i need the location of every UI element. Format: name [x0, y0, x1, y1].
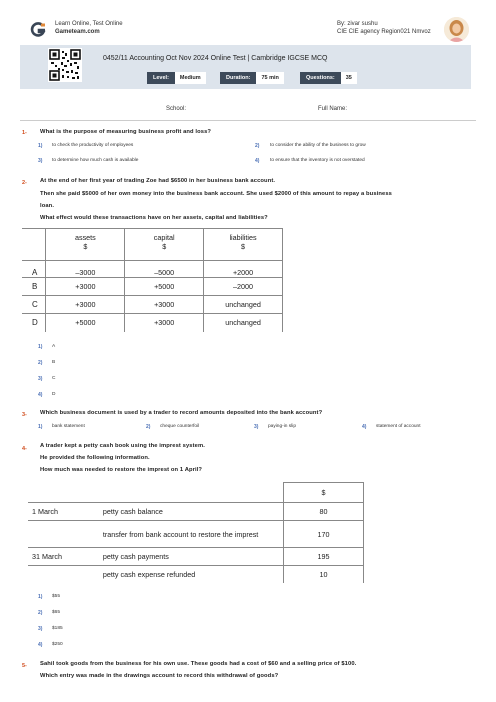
option-number[interactable]: 3) [38, 376, 43, 382]
option-number[interactable]: 1) [38, 424, 43, 430]
option-text[interactable]: cheque counterfoil [160, 424, 200, 429]
effect-table [22, 228, 283, 332]
question-number: 4- [22, 446, 27, 452]
level-value: Medium [175, 72, 206, 84]
option-text[interactable]: D [52, 392, 56, 397]
questions-label: Questions: [300, 72, 341, 84]
option-number[interactable]: 1) [38, 143, 43, 149]
question-text-line: loan. [40, 203, 55, 209]
option-text[interactable]: $185 [52, 626, 63, 631]
question-number: 2- [22, 180, 27, 186]
questions-badge [300, 72, 357, 84]
option-number[interactable]: 4) [362, 424, 367, 430]
question-number: 3- [22, 412, 27, 418]
table-row: 31 March petty cash payments 195 [28, 548, 364, 566]
option-number[interactable]: 4) [38, 392, 43, 398]
option-text[interactable]: B [52, 360, 56, 365]
question-number: 1- [22, 130, 27, 136]
option-number[interactable]: 2) [146, 424, 151, 430]
question-text-line: Sahil took goods from the business for his own use. These goods had a cost of $60 and a selling price of $100. [40, 661, 357, 667]
option-text[interactable]: C [52, 376, 56, 381]
option-number[interactable]: 2) [38, 610, 43, 616]
table-row: transfer from bank account to restore the imprest 170 [28, 521, 364, 548]
avatar [444, 17, 469, 42]
option-text[interactable]: to ensure that the inventory is not overstated [270, 158, 365, 163]
author-region: CIE CIE agency Region021 Nmvoz [337, 29, 431, 35]
option-text[interactable]: to determine how much cash is available [52, 158, 139, 163]
question-text-line: A trader kept a petty cash book using the imprest system. [40, 443, 205, 449]
question-text-line: At the end of her first year of trading Zoe had $6500 in her business bank account. [40, 178, 276, 184]
option-number[interactable]: 4) [38, 642, 43, 648]
option-text[interactable]: paying-in slip [268, 424, 296, 429]
questions-value: 35 [341, 72, 357, 84]
option-text[interactable]: $65 [52, 610, 61, 615]
option-number[interactable]: 2) [38, 360, 43, 366]
option-number[interactable]: 2) [255, 143, 260, 149]
col-header-assets: assets $ [46, 229, 125, 261]
author-name: By: zivar sushu [337, 21, 378, 27]
level-label: Level: [147, 72, 175, 84]
table-row: C +3000 +3000 unchanged [22, 296, 283, 314]
petty-cash-table [28, 482, 364, 583]
duration-label: Duration: [220, 72, 256, 84]
col-header-liabilities: liabilities $ [204, 229, 283, 261]
option-number[interactable]: 1) [38, 594, 43, 600]
question-number: 5- [22, 663, 27, 669]
brand-site[interactable]: Gameteam.com [55, 29, 100, 35]
option-text[interactable]: $55 [52, 594, 61, 599]
header-divider [20, 120, 476, 121]
question-text-line: He provided the following information. [40, 455, 150, 461]
question-text-line: Then she paid $5000 of her own money into the business bank account. She used $2000 of this amount to repay a business [40, 191, 392, 197]
question-text-line: How much was needed to restore the imprest on 1 April? [40, 467, 203, 473]
table-row: A –3000 –5000 +2000 [22, 261, 283, 278]
option-text[interactable]: to consider the ability of the business to grow [270, 143, 366, 148]
table-row: petty cash expense refunded 10 [28, 566, 364, 583]
option-text[interactable]: bank statement [52, 424, 85, 429]
option-number[interactable]: 4) [255, 158, 260, 164]
full-name-field-label: Full Name: [318, 106, 348, 112]
duration-value: 75 min [256, 72, 283, 84]
question-text-line: Which entry was made in the drawings account to record this withdrawal of goods? [40, 673, 279, 679]
option-number[interactable]: 3) [38, 626, 43, 632]
table-row: B +3000 +5000 –2000 [22, 278, 283, 296]
amount-header: $ [284, 483, 364, 503]
question-text: What is the purpose of measuring business profit and loss? [40, 129, 212, 135]
brand-tagline: Learn Online, Test Online [55, 21, 123, 27]
duration-badge [220, 72, 284, 84]
level-badge [147, 72, 206, 84]
option-text[interactable]: statement of account [376, 424, 421, 429]
option-text[interactable]: A [52, 344, 56, 349]
col-header-capital: capital $ [125, 229, 204, 261]
option-number[interactable]: 3) [254, 424, 259, 430]
option-number[interactable]: 1) [38, 344, 43, 350]
qr-code-icon [48, 48, 82, 82]
school-field-label: School: [166, 106, 187, 112]
option-text[interactable]: $250 [52, 642, 63, 647]
option-number[interactable]: 3) [38, 158, 43, 164]
question-text: Which business document is used by a trader to record amounts deposited into the bank account? [40, 410, 323, 416]
option-text[interactable]: to check the productivity of employees [52, 143, 134, 148]
gameteam-logo-icon [30, 22, 46, 38]
table-row: 1 March petty cash balance 80 [28, 503, 364, 521]
paper-title: 0452/11 Accounting Oct Nov 2024 Online Test | Cambridge IGCSE MCQ [103, 55, 328, 62]
table-row: D +5000 +3000 unchanged [22, 314, 283, 332]
question-text-line: What effect would these transactions have on her assets, capital and liabilities? [40, 215, 268, 221]
